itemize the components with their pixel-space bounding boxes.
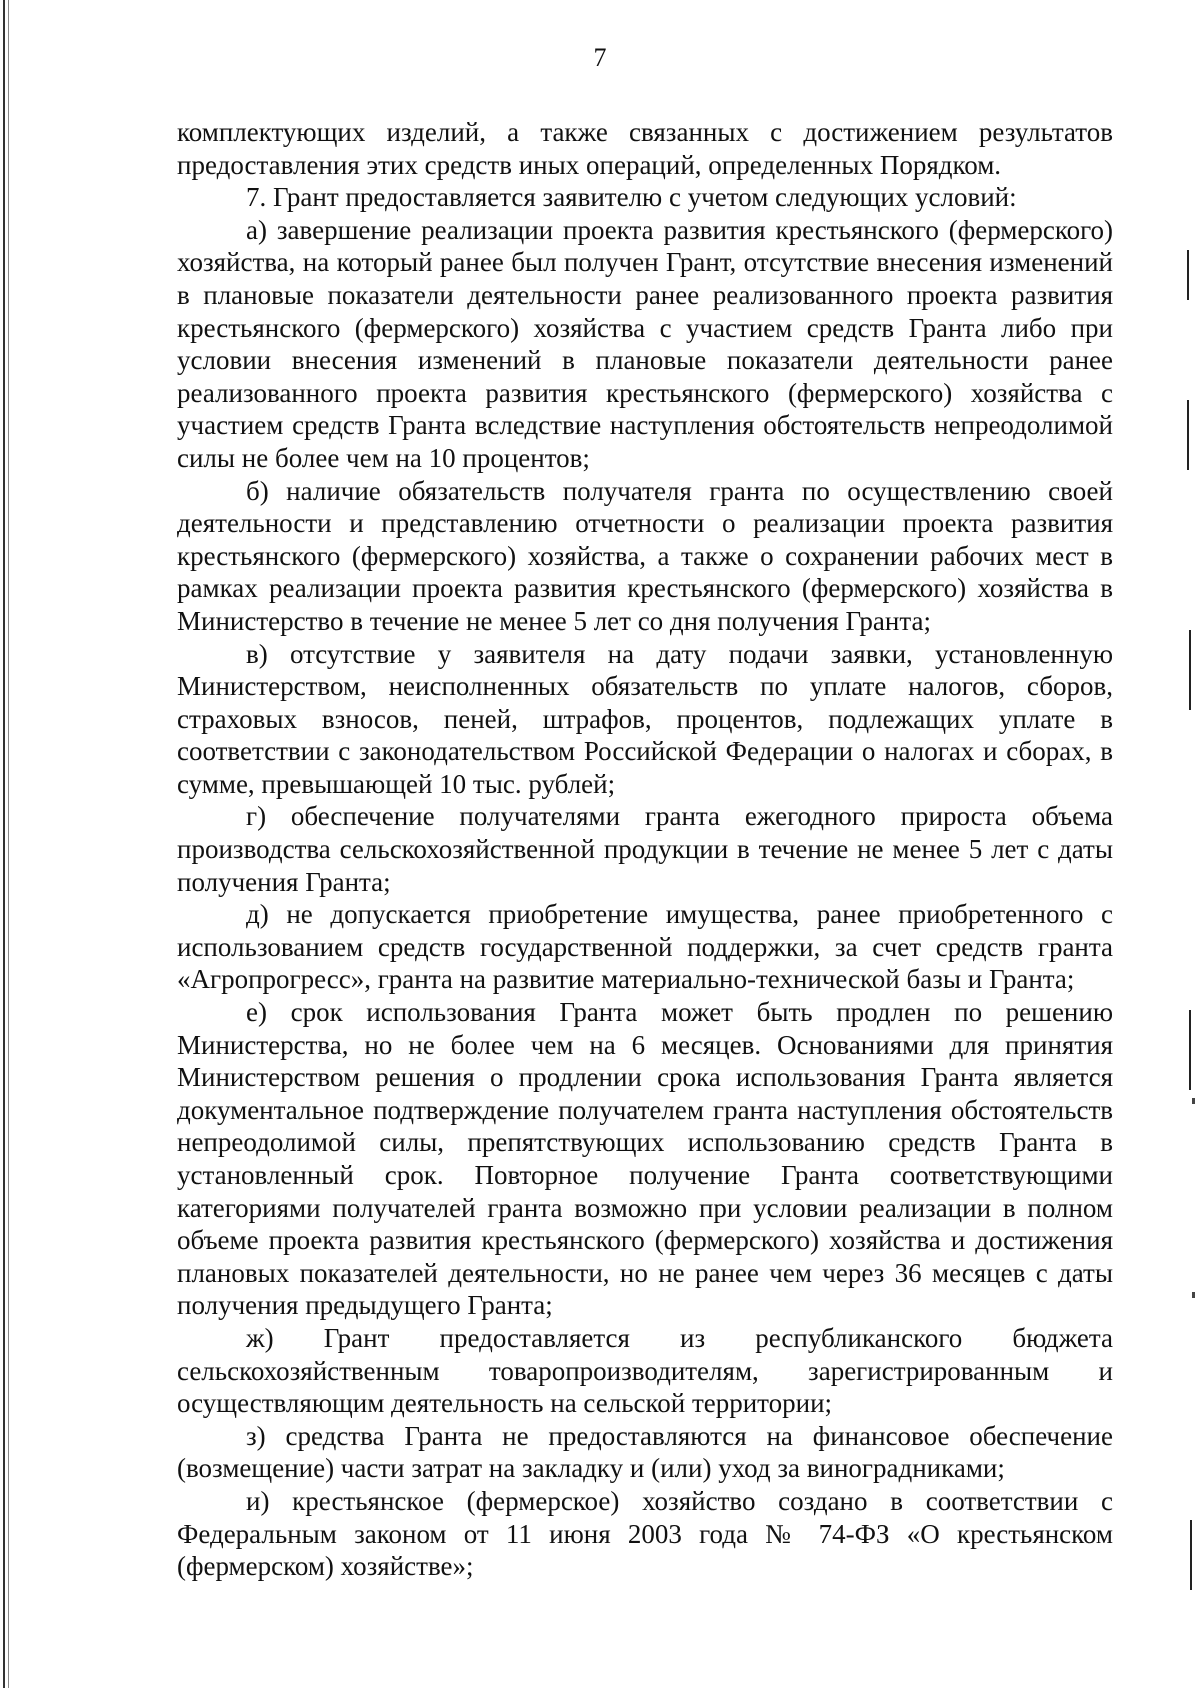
page-number: 7 bbox=[593, 43, 607, 72]
paragraph-item-b: б) наличие обязательств получателя гранта по осуществлению своей деятельности и представлению отчетности о реализации проекта развития крестьянского (фермерского) хозяйства, а также о сохранении рабочих мест в рамках реализации проекта развития крестьянского (фермерского) хозяйства в Министерство в течение не менее 5 лет со дня получения Гранта; bbox=[177, 475, 1113, 636]
scan-mark bbox=[1189, 630, 1191, 710]
paragraph-clause-7: 7. Грант предоставляется заявителю с учетом следующих условий: bbox=[246, 182, 1017, 213]
scan-speck bbox=[1192, 1292, 1195, 1298]
paragraph-item-a: а) завершение реализации проекта развития крестьянского (фермерского) хозяйства, на который ранее был получен Грант, отсутствие внесения изменений в плановые показатели деятельности ранее реализованного проекта развития крестьянского (фермерского) хозяйства с участием средств Гранта либо при условии внесения изменений в плановые показатели деятельности ранее реализованного проекта развития крестьянского (фермерского) хозяйства с участием средств Гранта вследствие наступления обстоятельств непреодолимой силы не более чем на 10 процентов; bbox=[177, 214, 1113, 473]
paragraph-item-zh: ж) Грант предоставляется из республиканского бюджета сельскохозяйственным товаропроизводителям, зарегистрированным и осуществляющим деятельность на сельской территории; bbox=[177, 1322, 1113, 1419]
scan-edge-left-inner bbox=[8, 0, 9, 1688]
paragraph-item-g: г) обеспечение получателями гранта ежегодного прироста объема производства сельскохозяйственной продукции в течение не менее 5 лет с даты получения Гранта; bbox=[177, 801, 1113, 897]
paragraph-continuation: комплектующих изделий, а также связанных с достижением результатов предоставления этих средств иных операций, определенных Порядком. bbox=[177, 117, 1113, 180]
scan-mark bbox=[1187, 250, 1189, 300]
scan-speck bbox=[1192, 1098, 1195, 1104]
scan-mark bbox=[1187, 400, 1189, 470]
paragraph-item-d: д) не допускается приобретение имущества, ранее приобретенного с использованием средств государственной поддержки, за счет средств гранта «Агропрогресс», гранта на развитие материально-технической базы и Гранта; bbox=[177, 899, 1113, 995]
paragraph-item-z: з) средства Гранта не предоставляются на финансовое обеспечение (возмещение) части затрат на закладку и (или) уход за виноградниками; bbox=[177, 1420, 1113, 1484]
paragraph-item-e: е) срок использования Гранта может быть продлен по решению Министерства, но не более чем на 6 месяцев. Основаниями для принятия Министерством решения о продлении срока использования Гранта является документальное подтверждение получателем гранта наступления обстоятельств непреодолимой силы, препятствующих использованию средств Гранта в установленный срок. Повторное получение Гранта соответствующими категориями получателей гранта возможно при условии реализации в полном объеме проекта развития крестьянского (фермерского) хозяйства и достижения плановых показателей деятельности, но не ранее чем через 36 месяцев с даты получения предыдущего Гранта; bbox=[177, 997, 1113, 1321]
paragraph-item-i: и) крестьянское (фермерское) хозяйство создано в соответствии с Федеральным законом от 11 июня 2003 года № 74-ФЗ «О крестьянском (фермерском) хозяйстве»; bbox=[177, 1485, 1113, 1582]
scan-mark bbox=[1189, 1010, 1191, 1090]
scan-mark bbox=[1190, 1520, 1192, 1590]
scan-edge-left bbox=[3, 0, 5, 1688]
paragraph-item-v: в) отсутствие у заявителя на дату подачи заявки, установленную Министерством, неисполненных обязательств по уплате налогов, сборов, страховых взносов, пеней, штрафов, процентов, подлежащих уплате в соответствии с законодательством Российской Федерации о налогах и сборах, в сумме, превышающей 10 тыс. рублей; bbox=[177, 638, 1113, 799]
document-body bbox=[177, 116, 1113, 1583]
